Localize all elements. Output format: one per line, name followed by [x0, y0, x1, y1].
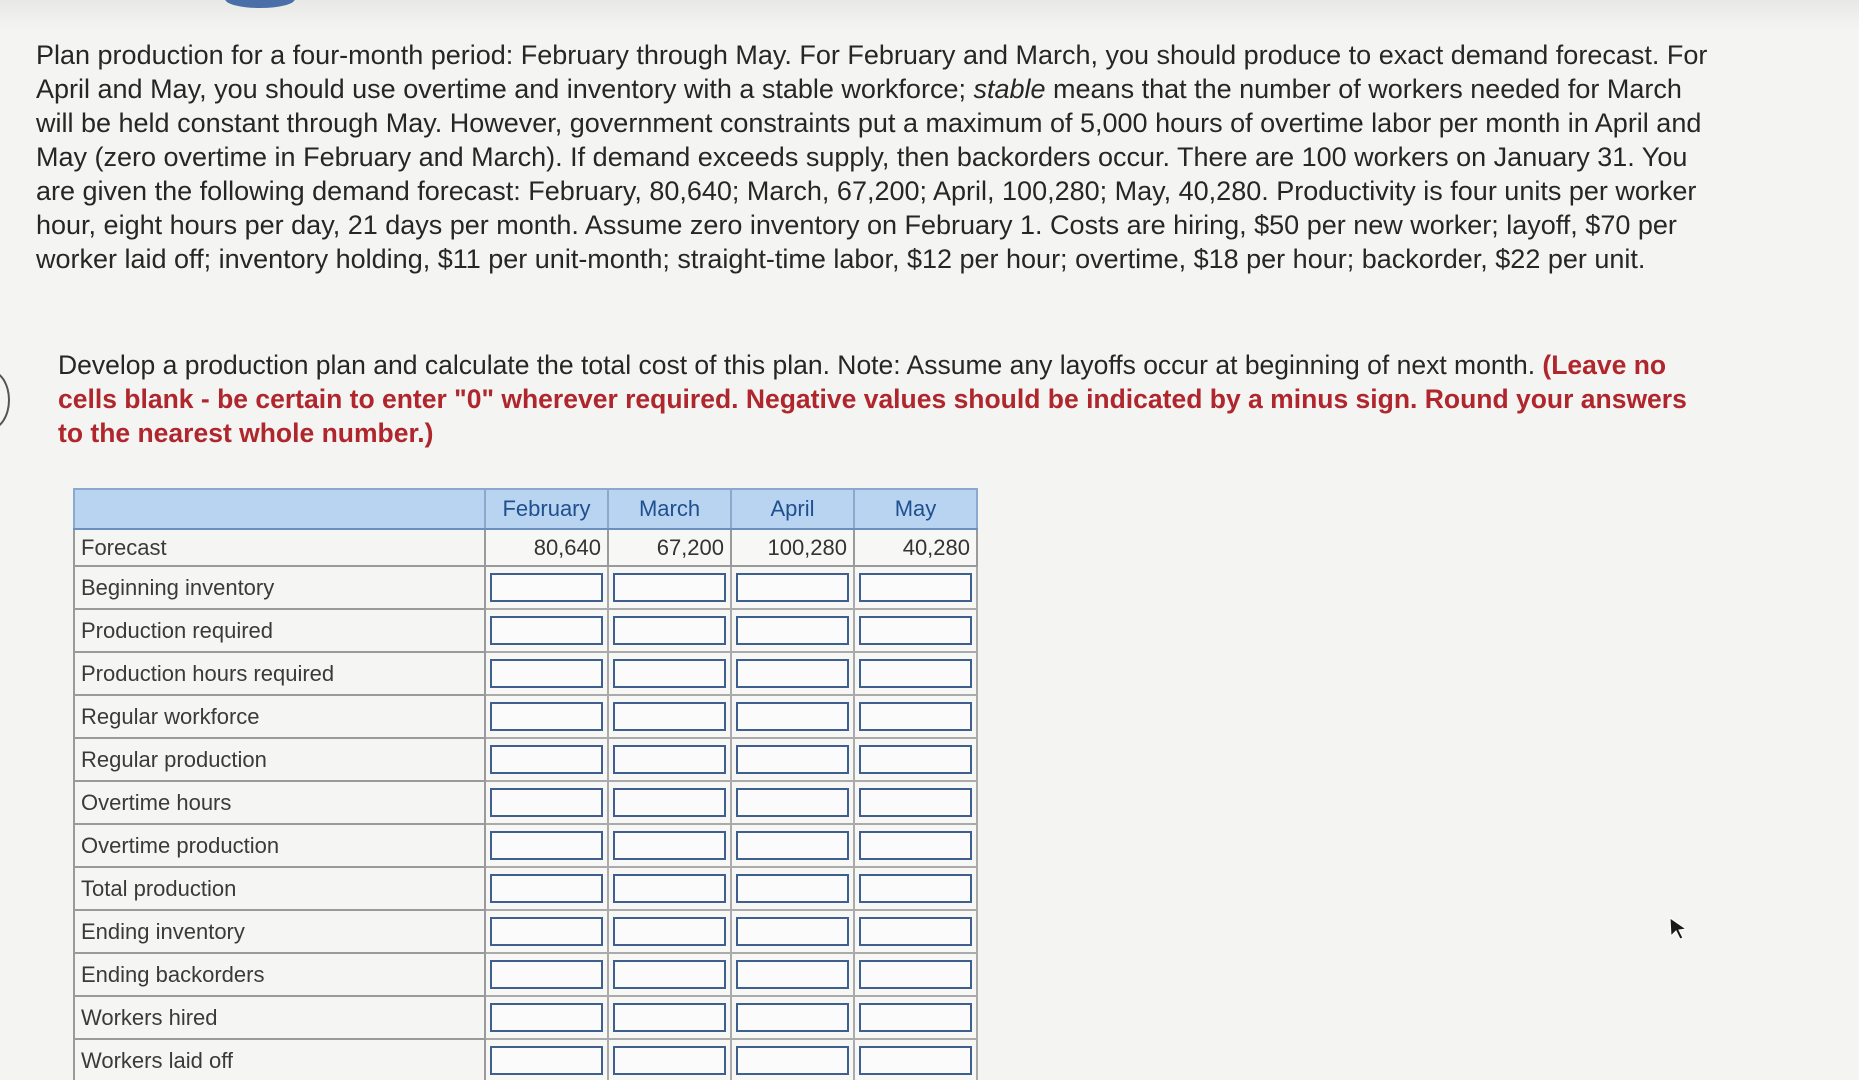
input-regular-workforce-april[interactable]: [736, 702, 849, 731]
problem-statement: [36, 38, 1716, 276]
cell-production-hours-required-may: [854, 652, 977, 695]
mouse-pointer-icon: [1666, 915, 1692, 941]
input-production-hours-required-march[interactable]: [613, 659, 726, 688]
cell-workers-laid-off-february: [485, 1039, 608, 1080]
cell-ending-backorders-march: [608, 953, 731, 996]
cell-overtime-production-may: [854, 824, 977, 867]
input-production-hours-required-may[interactable]: [859, 659, 972, 688]
input-overtime-production-february[interactable]: [490, 831, 603, 860]
input-overtime-hours-march[interactable]: [613, 788, 726, 817]
input-workers-hired-may[interactable]: [859, 1003, 972, 1032]
row-label-workers-hired: Workers hired: [74, 996, 485, 1039]
cell-ending-inventory-february: [485, 910, 608, 953]
cell-ending-backorders-may: [854, 953, 977, 996]
table-row-overtime-hours: [74, 781, 977, 824]
cell-overtime-hours-march: [608, 781, 731, 824]
input-overtime-production-march[interactable]: [613, 831, 726, 860]
input-total-production-april[interactable]: [736, 874, 849, 903]
input-workers-hired-february[interactable]: [490, 1003, 603, 1032]
table-row-workers-hired: [74, 996, 977, 1039]
input-production-required-may[interactable]: [859, 616, 972, 645]
input-workers-laid-off-february[interactable]: [490, 1046, 603, 1075]
cell-production-hours-required-april: [731, 652, 854, 695]
input-regular-production-april[interactable]: [736, 745, 849, 774]
table-header-row: [74, 489, 977, 529]
input-production-required-february[interactable]: [490, 616, 603, 645]
instruction-plain: Develop a production plan and calculate the total cost of this plan. Note: Assume any layoffs occur at beginning of next month.: [58, 350, 1543, 380]
input-ending-backorders-may[interactable]: [859, 960, 972, 989]
input-beginning-inventory-february[interactable]: [490, 573, 603, 602]
cell-overtime-hours-february: [485, 781, 608, 824]
row-label-regular-workforce: Regular workforce: [74, 695, 485, 738]
row-label-overtime-production: Overtime production: [74, 824, 485, 867]
input-regular-workforce-march[interactable]: [613, 702, 726, 731]
cell-regular-production-may: [854, 738, 977, 781]
cell-production-hours-required-february: [485, 652, 608, 695]
production-plan-table: [73, 488, 978, 1080]
input-regular-workforce-february[interactable]: [490, 702, 603, 731]
row-label-total-production: Total production: [74, 867, 485, 910]
input-total-production-may[interactable]: [859, 874, 972, 903]
cell-beginning-inventory-april: [731, 566, 854, 609]
cell-workers-laid-off-may: [854, 1039, 977, 1080]
table-body: [74, 529, 977, 1080]
cell-workers-hired-february: [485, 996, 608, 1039]
forecast-february: 80,640: [485, 529, 608, 566]
input-overtime-hours-february[interactable]: [490, 788, 603, 817]
browser-top-edge: [0, 0, 1859, 30]
column-header-may: May: [854, 489, 977, 529]
input-workers-laid-off-april[interactable]: [736, 1046, 849, 1075]
input-ending-backorders-february[interactable]: [490, 960, 603, 989]
problem-text-emphasis: stable: [973, 74, 1046, 104]
cell-regular-production-april: [731, 738, 854, 781]
table-row-ending-inventory: [74, 910, 977, 953]
cell-regular-workforce-april: [731, 695, 854, 738]
header-corner-cell: [74, 489, 485, 529]
input-beginning-inventory-march[interactable]: [613, 573, 726, 602]
cell-beginning-inventory-february: [485, 566, 608, 609]
table-row-production-required: [74, 609, 977, 652]
cell-production-required-february: [485, 609, 608, 652]
column-header-march: March: [608, 489, 731, 529]
cell-total-production-march: [608, 867, 731, 910]
cell-workers-laid-off-march: [608, 1039, 731, 1080]
input-overtime-production-april[interactable]: [736, 831, 849, 860]
cell-production-hours-required-march: [608, 652, 731, 695]
input-production-hours-required-february[interactable]: [490, 659, 603, 688]
cell-total-production-april: [731, 867, 854, 910]
instruction-text: [58, 348, 1708, 450]
cell-total-production-may: [854, 867, 977, 910]
table-row-ending-backorders: [74, 953, 977, 996]
forecast-march: 67,200: [608, 529, 731, 566]
input-production-hours-required-april[interactable]: [736, 659, 849, 688]
cell-regular-production-february: [485, 738, 608, 781]
input-ending-inventory-april[interactable]: [736, 917, 849, 946]
instruction-emphasis: (Leave no cells blank - be certain to enter "0" wherever required. Negative values should be indicated by a minus sign. Round your answers to the nearest whole number.): [58, 350, 1687, 448]
input-overtime-hours-april[interactable]: [736, 788, 849, 817]
cell-overtime-production-february: [485, 824, 608, 867]
input-ending-backorders-april[interactable]: [736, 960, 849, 989]
production-plan-grid: [73, 488, 978, 1080]
cell-ending-backorders-april: [731, 953, 854, 996]
column-header-february: February: [485, 489, 608, 529]
input-workers-hired-april[interactable]: [736, 1003, 849, 1032]
row-label-production-hours-required: Production hours required: [74, 652, 485, 695]
input-overtime-hours-may[interactable]: [859, 788, 972, 817]
input-ending-inventory-february[interactable]: [490, 917, 603, 946]
input-workers-hired-march[interactable]: [613, 1003, 726, 1032]
table-row-production-hours-required: [74, 652, 977, 695]
row-label-regular-production: Regular production: [74, 738, 485, 781]
cell-overtime-production-april: [731, 824, 854, 867]
input-ending-inventory-may[interactable]: [859, 917, 972, 946]
cell-workers-laid-off-april: [731, 1039, 854, 1080]
problem-text-part-1: Plan production for a four-month period: February through May. For February and March, you should produce to exact demand forecast. For April and May, you should use overtime and inventory with a stable workforce;: [36, 40, 1708, 104]
input-production-required-march[interactable]: [613, 616, 726, 645]
row-label-production-required: Production required: [74, 609, 485, 652]
cell-overtime-hours-may: [854, 781, 977, 824]
cell-regular-workforce-march: [608, 695, 731, 738]
row-label-forecast: Forecast: [74, 529, 485, 566]
table-row-regular-production: [74, 738, 977, 781]
input-regular-workforce-may[interactable]: [859, 702, 972, 731]
cell-regular-workforce-february: [485, 695, 608, 738]
table-row-total-production: [74, 867, 977, 910]
input-workers-laid-off-may[interactable]: [859, 1046, 972, 1075]
cell-ending-backorders-february: [485, 953, 608, 996]
input-workers-laid-off-march[interactable]: [613, 1046, 726, 1075]
forecast-april: 100,280: [731, 529, 854, 566]
row-label-workers-laid-off: Workers laid off: [74, 1039, 485, 1080]
input-ending-inventory-march[interactable]: [613, 917, 726, 946]
column-header-april: April: [731, 489, 854, 529]
input-production-required-april[interactable]: [736, 616, 849, 645]
input-beginning-inventory-april[interactable]: [736, 573, 849, 602]
table-row-workers-laid-off: [74, 1039, 977, 1080]
forecast-may: 40,280: [854, 529, 977, 566]
row-label-beginning-inventory: Beginning inventory: [74, 566, 485, 609]
cell-production-required-march: [608, 609, 731, 652]
cell-beginning-inventory-march: [608, 566, 731, 609]
input-regular-production-february[interactable]: [490, 745, 603, 774]
cell-regular-workforce-may: [854, 695, 977, 738]
top-edge-indicator: [225, 0, 295, 8]
cell-ending-inventory-may: [854, 910, 977, 953]
cell-overtime-production-march: [608, 824, 731, 867]
table-row-regular-workforce: [74, 695, 977, 738]
cell-beginning-inventory-may: [854, 566, 977, 609]
cell-ending-inventory-april: [731, 910, 854, 953]
input-total-production-march[interactable]: [613, 874, 726, 903]
cell-workers-hired-april: [731, 996, 854, 1039]
input-regular-production-march[interactable]: [613, 745, 726, 774]
cell-overtime-hours-april: [731, 781, 854, 824]
table-row-overtime-production: [74, 824, 977, 867]
input-overtime-production-may[interactable]: [859, 831, 972, 860]
table-row-beginning-inventory: [74, 566, 977, 609]
problem-text-part-2: means that the number of workers needed for March will be held constant through May. However, government constraints put a maximum of 5,000 hours of overtime labor per month in April and May (zero overtime in February and March). If demand exceeds supply, then backorders occur. There are 100 workers on January 31. You are given the following demand forecast: February, 80,640; March, 67,200; April, 100,280; May, 40,280. Productivity is four units per worker hour, eight hours per day, 21 days per month. Assume zero inventory on February 1. Costs are hiring, $50 per new worker; layoff, $70 per worker laid off; inventory holding, $11 per unit-month; straight-time labor, $12 per hour; overtime, $18 per hour; backorder, $22 per unit.: [36, 74, 1702, 274]
row-label-ending-backorders: Ending backorders: [74, 953, 485, 996]
cell-workers-hired-may: [854, 996, 977, 1039]
cell-total-production-february: [485, 867, 608, 910]
row-label-ending-inventory: Ending inventory: [74, 910, 485, 953]
input-ending-backorders-march[interactable]: [613, 960, 726, 989]
cell-regular-production-march: [608, 738, 731, 781]
input-regular-production-may[interactable]: [859, 745, 972, 774]
cell-workers-hired-march: [608, 996, 731, 1039]
input-total-production-february[interactable]: [490, 874, 603, 903]
left-edge-arc: [0, 370, 10, 430]
input-beginning-inventory-may[interactable]: [859, 573, 972, 602]
cell-production-required-may: [854, 609, 977, 652]
row-label-overtime-hours: Overtime hours: [74, 781, 485, 824]
cell-production-required-april: [731, 609, 854, 652]
forecast-row: [74, 529, 977, 566]
cell-ending-inventory-march: [608, 910, 731, 953]
